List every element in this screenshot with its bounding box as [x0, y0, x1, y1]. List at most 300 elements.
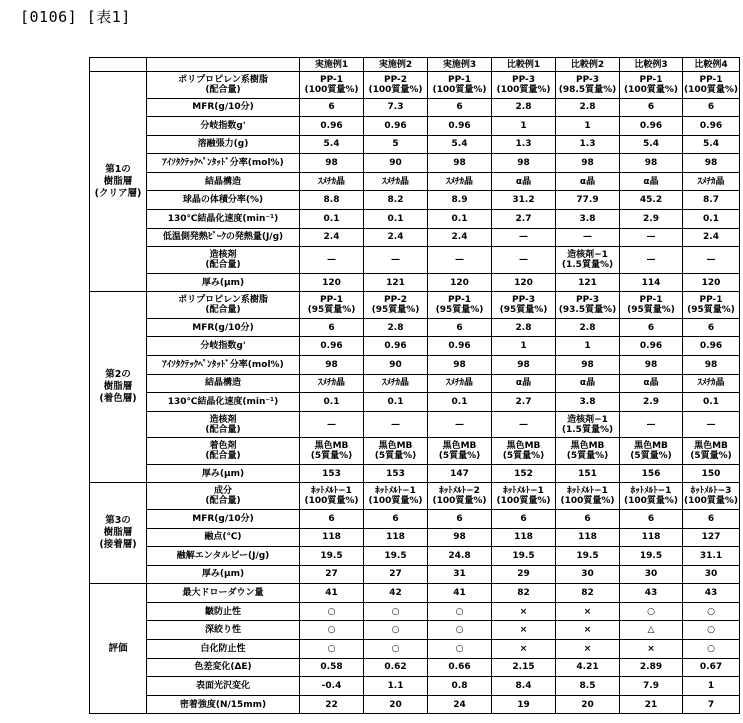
value-cell: —	[620, 228, 683, 247]
value-cell: 2.9	[620, 393, 683, 412]
value-cell: PP-1 (100質量%)	[428, 72, 492, 99]
value-cell: 24.8	[428, 547, 492, 566]
value-cell: 6	[300, 318, 364, 337]
value-cell: 6	[300, 98, 364, 117]
table-row	[90, 135, 740, 154]
value-cell: PP-3 (93.5質量%)	[556, 292, 620, 319]
value-cell: PP-1 (95質量%)	[620, 292, 683, 319]
property-label: 溶融張力(g)	[147, 135, 300, 154]
value-cell: 1.3	[492, 135, 556, 154]
table-row	[90, 528, 740, 547]
value-cell: ○	[364, 640, 428, 659]
header-row	[90, 58, 740, 72]
value-cell: 118	[556, 528, 620, 547]
value-cell: 0.1	[683, 210, 740, 229]
value-cell: PP-1 (95質量%)	[683, 292, 740, 319]
property-label: MFR(g/10分)	[147, 509, 300, 528]
table-row	[90, 172, 740, 191]
value-cell: 118	[300, 528, 364, 547]
value-cell: 黒色MB (5質量%)	[364, 438, 428, 465]
property-label: 色差変化(ΔE)	[147, 658, 300, 677]
value-cell: —	[683, 247, 740, 274]
value-cell: 6	[683, 98, 740, 117]
table-row	[90, 393, 740, 412]
value-cell: 0.96	[683, 117, 740, 136]
value-cell: PP-2 (100質量%)	[364, 72, 428, 99]
value-cell: 6	[492, 509, 556, 528]
property-label: 結晶構造	[147, 374, 300, 393]
value-cell: 21	[620, 695, 683, 714]
value-cell: 0.96	[364, 117, 428, 136]
value-cell: ｽﾒﾁｶ晶	[683, 172, 740, 191]
value-cell: 1.3	[556, 135, 620, 154]
property-label: ｱｲｿﾀｸﾃｯｸﾍﾟﾝﾀｯﾄﾞ分率(mol%)	[147, 356, 300, 375]
value-cell: 造核剤−1 (1.5質量%)	[556, 247, 620, 274]
value-cell: 1.1	[364, 677, 428, 696]
value-cell: 6	[620, 98, 683, 117]
value-cell: 98	[556, 154, 620, 173]
property-label: 分岐指数g'	[147, 337, 300, 356]
value-cell: 8.8	[300, 191, 364, 210]
value-cell: 0.1	[428, 210, 492, 229]
table-row	[90, 374, 740, 393]
value-cell: 30	[620, 565, 683, 584]
value-cell: 19.5	[364, 547, 428, 566]
value-cell: —	[683, 411, 740, 438]
value-cell: —	[620, 247, 683, 274]
property-label: 融解エンタルピー(J/g)	[147, 547, 300, 566]
value-cell: 1	[556, 337, 620, 356]
value-cell: —	[364, 411, 428, 438]
value-cell: ｽﾒﾁｶ晶	[364, 172, 428, 191]
value-cell: 147	[428, 464, 492, 483]
value-cell: 30	[556, 565, 620, 584]
value-cell: 121	[556, 273, 620, 292]
value-cell: ×	[556, 621, 620, 640]
value-cell: α晶	[556, 374, 620, 393]
value-cell: 0.96	[620, 337, 683, 356]
value-cell: α晶	[492, 172, 556, 191]
value-cell: 0.96	[428, 117, 492, 136]
value-cell: 22	[300, 695, 364, 714]
value-cell: 127	[683, 528, 740, 547]
table-row	[90, 356, 740, 375]
value-cell: 0.1	[364, 210, 428, 229]
value-cell: ｽﾒﾁｶ晶	[428, 172, 492, 191]
value-cell: 6	[300, 509, 364, 528]
value-cell: 0.8	[428, 677, 492, 696]
value-cell: ﾎｯﾄﾒﾙﾄ−3 (100質量%)	[683, 483, 740, 510]
value-cell: △	[620, 621, 683, 640]
value-cell: 120	[683, 273, 740, 292]
value-cell: 1	[492, 337, 556, 356]
value-cell: 2.15	[492, 658, 556, 677]
value-cell: 118	[492, 528, 556, 547]
value-cell: α晶	[556, 172, 620, 191]
value-cell: 27	[364, 565, 428, 584]
value-cell: 20	[556, 695, 620, 714]
value-cell: 31	[428, 565, 492, 584]
value-cell: 98	[620, 356, 683, 375]
value-cell: 黒色MB (5質量%)	[620, 438, 683, 465]
value-cell: PP-1 (95質量%)	[428, 292, 492, 319]
table-row	[90, 677, 740, 696]
property-label: 融点(℃)	[147, 528, 300, 547]
value-cell: 19	[492, 695, 556, 714]
table-row	[90, 228, 740, 247]
value-cell: ○	[428, 640, 492, 659]
value-cell: 31.2	[492, 191, 556, 210]
value-cell: ○	[364, 602, 428, 621]
value-cell: 6	[620, 318, 683, 337]
table-row	[90, 658, 740, 677]
value-cell: —	[428, 411, 492, 438]
property-label: 最大ドローダウン量	[147, 584, 300, 603]
value-cell: 19.5	[556, 547, 620, 566]
value-cell: ○	[300, 602, 364, 621]
value-cell: 0.1	[364, 393, 428, 412]
value-cell: —	[556, 228, 620, 247]
value-cell: 5.4	[683, 135, 740, 154]
property-label: 分岐指数g'	[147, 117, 300, 136]
value-cell: 20	[364, 695, 428, 714]
table-row	[90, 191, 740, 210]
value-cell: 118	[620, 528, 683, 547]
column-header: 比較例3	[620, 58, 683, 72]
property-label: 結晶構造	[147, 172, 300, 191]
value-cell: PP-3 (98.5質量%)	[556, 72, 620, 99]
value-cell: 114	[620, 273, 683, 292]
column-header: 比較例1	[492, 58, 556, 72]
value-cell: 41	[428, 584, 492, 603]
value-cell: 8.2	[364, 191, 428, 210]
value-cell: ﾎｯﾄﾒﾙﾄ−1 (100質量%)	[300, 483, 364, 510]
value-cell: 43	[683, 584, 740, 603]
value-cell: PP-1 (100質量%)	[620, 72, 683, 99]
value-cell: 2.4	[364, 228, 428, 247]
value-cell: 8.7	[683, 191, 740, 210]
table-row	[90, 337, 740, 356]
property-label: 着色剤 (配合量)	[147, 438, 300, 465]
table-row	[90, 547, 740, 566]
value-cell: ﾎｯﾄﾒﾙﾄ−1 (100質量%)	[364, 483, 428, 510]
property-label: ポリプロピレン系樹脂 (配合量)	[147, 292, 300, 319]
table-row	[90, 273, 740, 292]
value-cell: 2.9	[620, 210, 683, 229]
value-cell: 4.21	[556, 658, 620, 677]
value-cell: 黒色MB (5質量%)	[428, 438, 492, 465]
value-cell: PP-2 (95質量%)	[364, 292, 428, 319]
value-cell: 2.8	[492, 98, 556, 117]
value-cell: 90	[364, 154, 428, 173]
property-label: 130℃結晶化速度(min⁻¹)	[147, 210, 300, 229]
value-cell: 2.8	[364, 318, 428, 337]
value-cell: ﾎｯﾄﾒﾙﾄ−1 (100質量%)	[556, 483, 620, 510]
property-label: 深絞り性	[147, 621, 300, 640]
value-cell: 0.96	[364, 337, 428, 356]
section-label: 第1の 樹脂層 (クリア層)	[90, 72, 147, 292]
value-cell: 98	[300, 356, 364, 375]
value-cell: 77.9	[556, 191, 620, 210]
value-cell: 98	[428, 356, 492, 375]
value-cell: PP-1 (95質量%)	[300, 292, 364, 319]
paragraph-heading: [0106] [表1]	[20, 8, 131, 26]
value-cell: ｽﾒﾁｶ晶	[683, 374, 740, 393]
value-cell: ○	[428, 621, 492, 640]
value-cell: ○	[683, 602, 740, 621]
property-label: 低温側発熱ﾋﾟｰｸの発熱量(J/g)	[147, 228, 300, 247]
value-cell: —	[364, 247, 428, 274]
value-cell: —	[300, 247, 364, 274]
value-cell: 2.4	[428, 228, 492, 247]
value-cell: 31.1	[683, 547, 740, 566]
value-cell: —	[428, 247, 492, 274]
value-cell: 27	[300, 565, 364, 584]
value-cell: 43	[620, 584, 683, 603]
table-row	[90, 154, 740, 173]
value-cell: 2.8	[556, 318, 620, 337]
value-cell: 0.1	[683, 393, 740, 412]
value-cell: 5.4	[620, 135, 683, 154]
value-cell: ｽﾒﾁｶ晶	[300, 374, 364, 393]
value-cell: α晶	[620, 172, 683, 191]
value-cell: 2.7	[492, 210, 556, 229]
property-label: 造核剤 (配合量)	[147, 247, 300, 274]
value-cell: 0.66	[428, 658, 492, 677]
property-label: 成分 (配合量)	[147, 483, 300, 510]
value-cell: 黒色MB (5質量%)	[683, 438, 740, 465]
value-cell: ○	[683, 640, 740, 659]
value-cell: 98	[556, 356, 620, 375]
value-cell: 2.4	[683, 228, 740, 247]
value-cell: 0.96	[620, 117, 683, 136]
value-cell: 6	[556, 509, 620, 528]
value-cell: 98	[492, 356, 556, 375]
value-cell: 0.96	[683, 337, 740, 356]
property-label: 球晶の体積分率(%)	[147, 191, 300, 210]
property-label: ｱｲｿﾀｸﾃｯｸﾍﾟﾝﾀｯﾄﾞ分率(mol%)	[147, 154, 300, 173]
value-cell: 黒色MB (5質量%)	[556, 438, 620, 465]
value-cell: ○	[300, 621, 364, 640]
value-cell: -0.4	[300, 677, 364, 696]
table-row	[90, 695, 740, 714]
header-empty-cell	[147, 58, 300, 72]
section-label: 評価	[90, 584, 147, 714]
value-cell: ○	[620, 602, 683, 621]
value-cell: PP-1 (100質量%)	[300, 72, 364, 99]
value-cell: 6	[364, 509, 428, 528]
value-cell: 黒色MB (5質量%)	[300, 438, 364, 465]
value-cell: 153	[364, 464, 428, 483]
property-label: MFR(g/10分)	[147, 318, 300, 337]
property-label: 密着強度(N/15mm)	[147, 695, 300, 714]
value-cell: ×	[556, 602, 620, 621]
value-cell: 0.1	[428, 393, 492, 412]
value-cell: 0.1	[300, 393, 364, 412]
value-cell: 98	[300, 154, 364, 173]
value-cell: 5.4	[300, 135, 364, 154]
table-row	[90, 411, 740, 438]
value-cell: 0.62	[364, 658, 428, 677]
value-cell: 82	[492, 584, 556, 603]
value-cell: 120	[300, 273, 364, 292]
value-cell: 0.96	[300, 117, 364, 136]
property-label: 厚み(μm)	[147, 273, 300, 292]
table-row	[90, 565, 740, 584]
table-row	[90, 247, 740, 274]
header-empty-cell	[90, 58, 147, 72]
value-cell: 1	[492, 117, 556, 136]
value-cell: ×	[556, 640, 620, 659]
value-cell: —	[620, 411, 683, 438]
value-cell: 98	[683, 356, 740, 375]
table-row	[90, 464, 740, 483]
value-cell: 118	[364, 528, 428, 547]
table-row	[90, 98, 740, 117]
table-row	[90, 438, 740, 465]
value-cell: 151	[556, 464, 620, 483]
section-label: 第3の 樹脂層 (接着層)	[90, 483, 147, 584]
value-cell: 黒色MB (5質量%)	[492, 438, 556, 465]
value-cell: 45.2	[620, 191, 683, 210]
value-cell: 8.5	[556, 677, 620, 696]
value-cell: 2.8	[556, 98, 620, 117]
value-cell: 98	[492, 154, 556, 173]
value-cell: α晶	[492, 374, 556, 393]
value-cell: 121	[364, 273, 428, 292]
value-cell: 7.3	[364, 98, 428, 117]
value-cell: 6	[683, 318, 740, 337]
value-cell: 1	[683, 677, 740, 696]
value-cell: PP-3 (95質量%)	[492, 292, 556, 319]
value-cell: 2.89	[620, 658, 683, 677]
value-cell: ｽﾒﾁｶ晶	[428, 374, 492, 393]
property-label: MFR(g/10分)	[147, 98, 300, 117]
value-cell: 5.4	[428, 135, 492, 154]
value-cell: 3.8	[556, 210, 620, 229]
value-cell: 153	[300, 464, 364, 483]
table-row	[90, 292, 740, 319]
table-row	[90, 621, 740, 640]
table-row	[90, 483, 740, 510]
value-cell: —	[492, 247, 556, 274]
value-cell: ○	[683, 621, 740, 640]
value-cell: 98	[428, 154, 492, 173]
value-cell: ﾎｯﾄﾒﾙﾄ−1 (100質量%)	[492, 483, 556, 510]
value-cell: 41	[300, 584, 364, 603]
column-header: 比較例2	[556, 58, 620, 72]
value-cell: ﾎｯﾄﾒﾙﾄ−2 (100質量%)	[428, 483, 492, 510]
value-cell: 6	[683, 509, 740, 528]
value-cell: 150	[683, 464, 740, 483]
table-row	[90, 117, 740, 136]
property-label: 皺防止性	[147, 602, 300, 621]
value-cell: 0.96	[300, 337, 364, 356]
value-cell: 0.1	[300, 210, 364, 229]
table-row	[90, 210, 740, 229]
table-row	[90, 72, 740, 99]
value-cell: 90	[364, 356, 428, 375]
value-cell: 30	[683, 565, 740, 584]
value-cell: 156	[620, 464, 683, 483]
value-cell: ×	[620, 640, 683, 659]
value-cell: PP-3 (100質量%)	[492, 72, 556, 99]
value-cell: 29	[492, 565, 556, 584]
value-cell: 6	[428, 318, 492, 337]
value-cell: 6	[428, 98, 492, 117]
value-cell: 造核剤−1 (1.5質量%)	[556, 411, 620, 438]
value-cell: ｽﾒﾁｶ晶	[300, 172, 364, 191]
value-cell: 98	[620, 154, 683, 173]
value-cell: 5	[364, 135, 428, 154]
value-cell: —	[492, 228, 556, 247]
value-cell: ﾎｯﾄﾒﾙﾄ−1 (100質量%)	[620, 483, 683, 510]
value-cell: 98	[683, 154, 740, 173]
table-row	[90, 584, 740, 603]
property-label: 表面光沢変化	[147, 677, 300, 696]
value-cell: ×	[492, 640, 556, 659]
value-cell: ○	[364, 621, 428, 640]
property-label: 厚み(μm)	[147, 565, 300, 584]
value-cell: 24	[428, 695, 492, 714]
value-cell: ｽﾒﾁｶ晶	[364, 374, 428, 393]
column-header: 実施例3	[428, 58, 492, 72]
property-label: 白化防止性	[147, 640, 300, 659]
column-header: 実施例1	[300, 58, 364, 72]
property-label: ポリプロピレン系樹脂 (配合量)	[147, 72, 300, 99]
value-cell: 6	[620, 509, 683, 528]
property-label: 厚み(μm)	[147, 464, 300, 483]
property-label: 130℃結晶化速度(min⁻¹)	[147, 393, 300, 412]
column-header: 比較例4	[683, 58, 740, 72]
value-cell: 2.7	[492, 393, 556, 412]
value-cell: 120	[492, 273, 556, 292]
value-cell: 3.8	[556, 393, 620, 412]
value-cell: 42	[364, 584, 428, 603]
value-cell: 120	[428, 273, 492, 292]
value-cell: 0.96	[428, 337, 492, 356]
table-row	[90, 640, 740, 659]
results-table	[89, 57, 740, 714]
value-cell: 2.8	[492, 318, 556, 337]
table-row	[90, 509, 740, 528]
section-label: 第2の 樹脂層 (着色層)	[90, 292, 147, 483]
value-cell: 19.5	[620, 547, 683, 566]
column-header: 実施例2	[364, 58, 428, 72]
value-cell: ×	[492, 602, 556, 621]
value-cell: 19.5	[300, 547, 364, 566]
value-cell: 8.9	[428, 191, 492, 210]
property-label: 造核剤 (配合量)	[147, 411, 300, 438]
value-cell: 0.67	[683, 658, 740, 677]
table-row	[90, 602, 740, 621]
value-cell: ×	[492, 621, 556, 640]
value-cell: 8.4	[492, 677, 556, 696]
value-cell: 82	[556, 584, 620, 603]
value-cell: —	[300, 411, 364, 438]
value-cell: 152	[492, 464, 556, 483]
value-cell: 7.9	[620, 677, 683, 696]
value-cell: 1	[556, 117, 620, 136]
value-cell: PP-1 (100質量%)	[683, 72, 740, 99]
value-cell: 2.4	[300, 228, 364, 247]
table-row	[90, 318, 740, 337]
value-cell: —	[492, 411, 556, 438]
value-cell: α晶	[620, 374, 683, 393]
value-cell: 7	[683, 695, 740, 714]
value-cell: ○	[428, 602, 492, 621]
value-cell: 6	[428, 509, 492, 528]
